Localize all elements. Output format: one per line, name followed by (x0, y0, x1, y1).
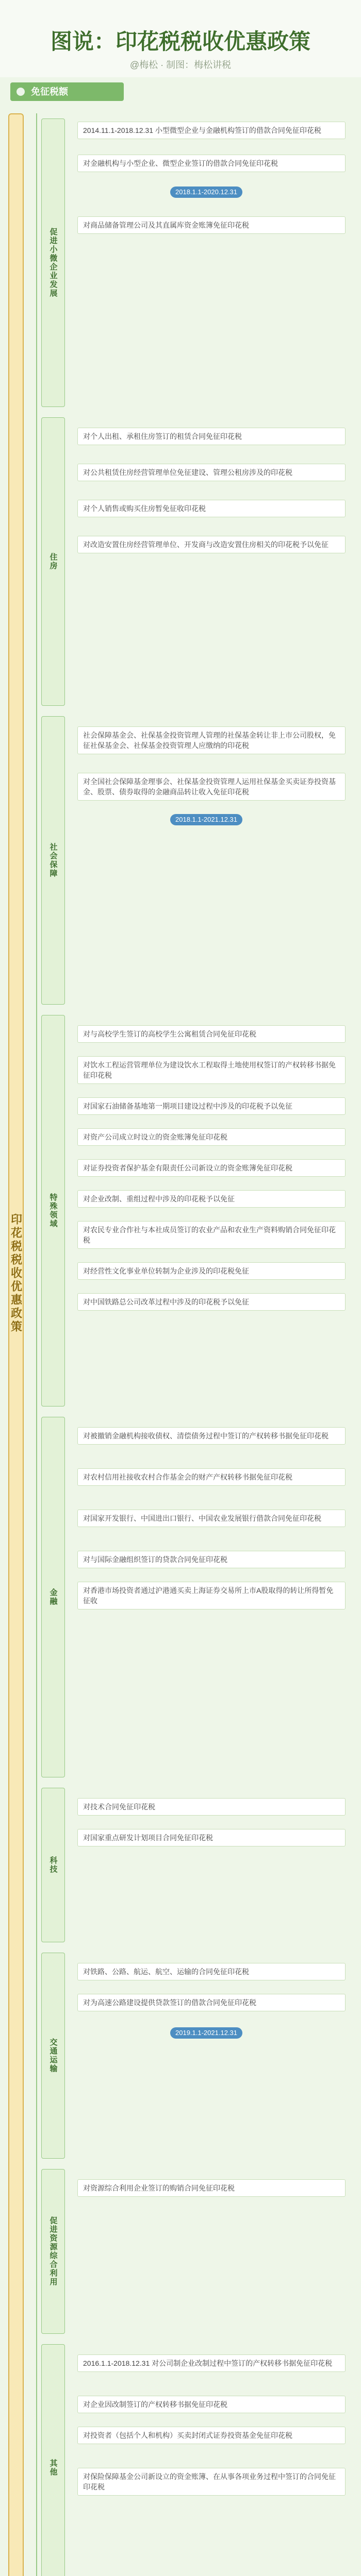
policy-item: 对金融机构与小型企业、微型企业签订的借款合同免征印花税 (77, 155, 346, 172)
policy-item: 对饮水工程运营管理单位为建设饮水工程取得土地使用权签订的产权转移书据免征印花税 (77, 1056, 346, 1084)
policy-item: 对商品储备管理公司及其直属库资金账簿免征印花税 (77, 216, 346, 234)
policy-item: 对企业因改制签订的产权转移书据免征印花税 (77, 2396, 346, 2413)
policy-item: 对个人出租、承租住房签订的租赁合同免征印花税 (77, 428, 346, 445)
bullet-icon (17, 88, 25, 96)
section-one-label: 免征税额 (31, 87, 68, 97)
spine-label: 印花税税收优惠政策 (9, 1213, 23, 1334)
policy-item: 对铁路、公路、航运、航空、运输的合同免征印花税 (77, 1963, 346, 1980)
policy-item: 2016.1.1-2018.12.31 对公司制企业改制过程中签订的产权转移书据免征印花税 (77, 2354, 346, 2372)
section-one-bar (10, 82, 124, 101)
page-title: 图说：印花税税收优惠政策 (50, 29, 310, 54)
policy-item: 对为高速公路建设提供贷款签订的借款合同免征印花税 (77, 1994, 346, 2011)
policy-item: 对中国铁路总公司改革过程中涉及的印花税予以免征 (77, 1293, 346, 1311)
category-tech: 科技 (41, 1788, 65, 1942)
policy-item: 对国家开发银行、中国进出口银行、中国农业发展银行借款合同免征印花税 (77, 1510, 346, 1527)
policy-item: 对投资者（包括个人和机构）买卖封闭式证券投资基金免征印花税 (77, 2427, 346, 2444)
category-transport: 交通运输 (41, 1953, 65, 2159)
policy-item: 对与高校学生签订的高校学生公寓租赁合同免征印花税 (77, 1025, 346, 1043)
policy-item: 对企业改制、重组过程中涉及的印花税予以免征 (77, 1190, 346, 1208)
policy-item: 对资源综合利用企业签订的购销合同免征印花税 (77, 2179, 346, 2197)
date-badge: 2019.1.1-2021.12.31 (170, 2027, 242, 2039)
policy-item: 对公共租赁住房经营管理单位免征建设、管理公租房涉及的印花税 (77, 464, 346, 481)
policy-item: 2014.11.1-2018.12.31 小型微型企业与金融机构签订的借款合同免征印花税 (77, 122, 346, 139)
category-special: 特殊领域 (41, 1015, 65, 1406)
policy-item: 对与国际金融组织签订的贷款合同免征印花税 (77, 1551, 346, 1568)
policy-item: 对改造安置住房经营管理单位、开发商与改造安置住房相关的印花税予以免征 (77, 536, 346, 553)
category-social-security: 社会保障 (41, 716, 65, 1005)
date-badge: 2018.1.1-2021.12.31 (170, 814, 242, 825)
policy-item: 对被撤销金融机构接收债权、清偿债务过程中签订的产权转移书据免征印花税 (77, 1427, 346, 1445)
category-resources: 促进资源综合利用 (41, 2169, 65, 2334)
connector-line (36, 113, 37, 2576)
date-badge: 2018.1.1-2020.12.31 (170, 187, 242, 198)
category-small-business: 促进小微企业发展 (41, 118, 65, 407)
policy-item: 对国家石油储备基地第一期项目建设过程中涉及的印花税予以免征 (77, 1097, 346, 1115)
category-housing: 住房 (41, 417, 65, 706)
policy-item: 社会保障基金会、社保基金投资管理人管理的社保基金转让非上市公司股权，免征社保基金会、社保基金投资管理人应缴纳的印花税 (77, 726, 346, 754)
policy-item: 对技术合同免征印花税 (77, 1798, 346, 1816)
policy-item: 对农村信用社接收农村合作基金会的财产产权转移书据免征印花税 (77, 1468, 346, 1486)
policy-item: 对国家重点研发计划项目合同免征印花税 (77, 1829, 346, 1846)
header (0, 0, 361, 77)
policy-item: 对证券投资者保护基金有限责任公司新设立的资金账簿免征印花税 (77, 1159, 346, 1177)
policy-item: 对全国社会保障基金理事会、社保基金投资管理人运用社保基金买卖证券投资基金、股票、债券取得的金融商品转让收入免征印花税 (77, 773, 346, 801)
policy-item: 对经营性文化事业单位转制为企业涉及的印花税免征 (77, 1262, 346, 1280)
policy-item: 对保险保障基金公司新设立的资金账簿、在从事各项业务过程中签订的合同免征印花税 (77, 2468, 346, 2496)
policy-item: 对资产公司成立时设立的资金账簿免征印花税 (77, 1128, 346, 1146)
policy-item: 对农民专业合作社与本社成员签订的农业产品和农业生产资料购销合同免征印花税 (77, 1221, 346, 1249)
spine (8, 113, 24, 2576)
category-finance: 金融 (41, 1417, 65, 1777)
page-subtitle: @梅松 · 制图：梅松讲税 (129, 60, 232, 70)
policy-item: 对香港市场投资者通过沪港通买卖上海证券交易所上市A股取得的转让所得暂免征收 (77, 1582, 346, 1609)
category-other: 其他 (41, 2344, 65, 2576)
policy-item: 对个人销售或购买住房暂免征收印花税 (77, 500, 346, 517)
